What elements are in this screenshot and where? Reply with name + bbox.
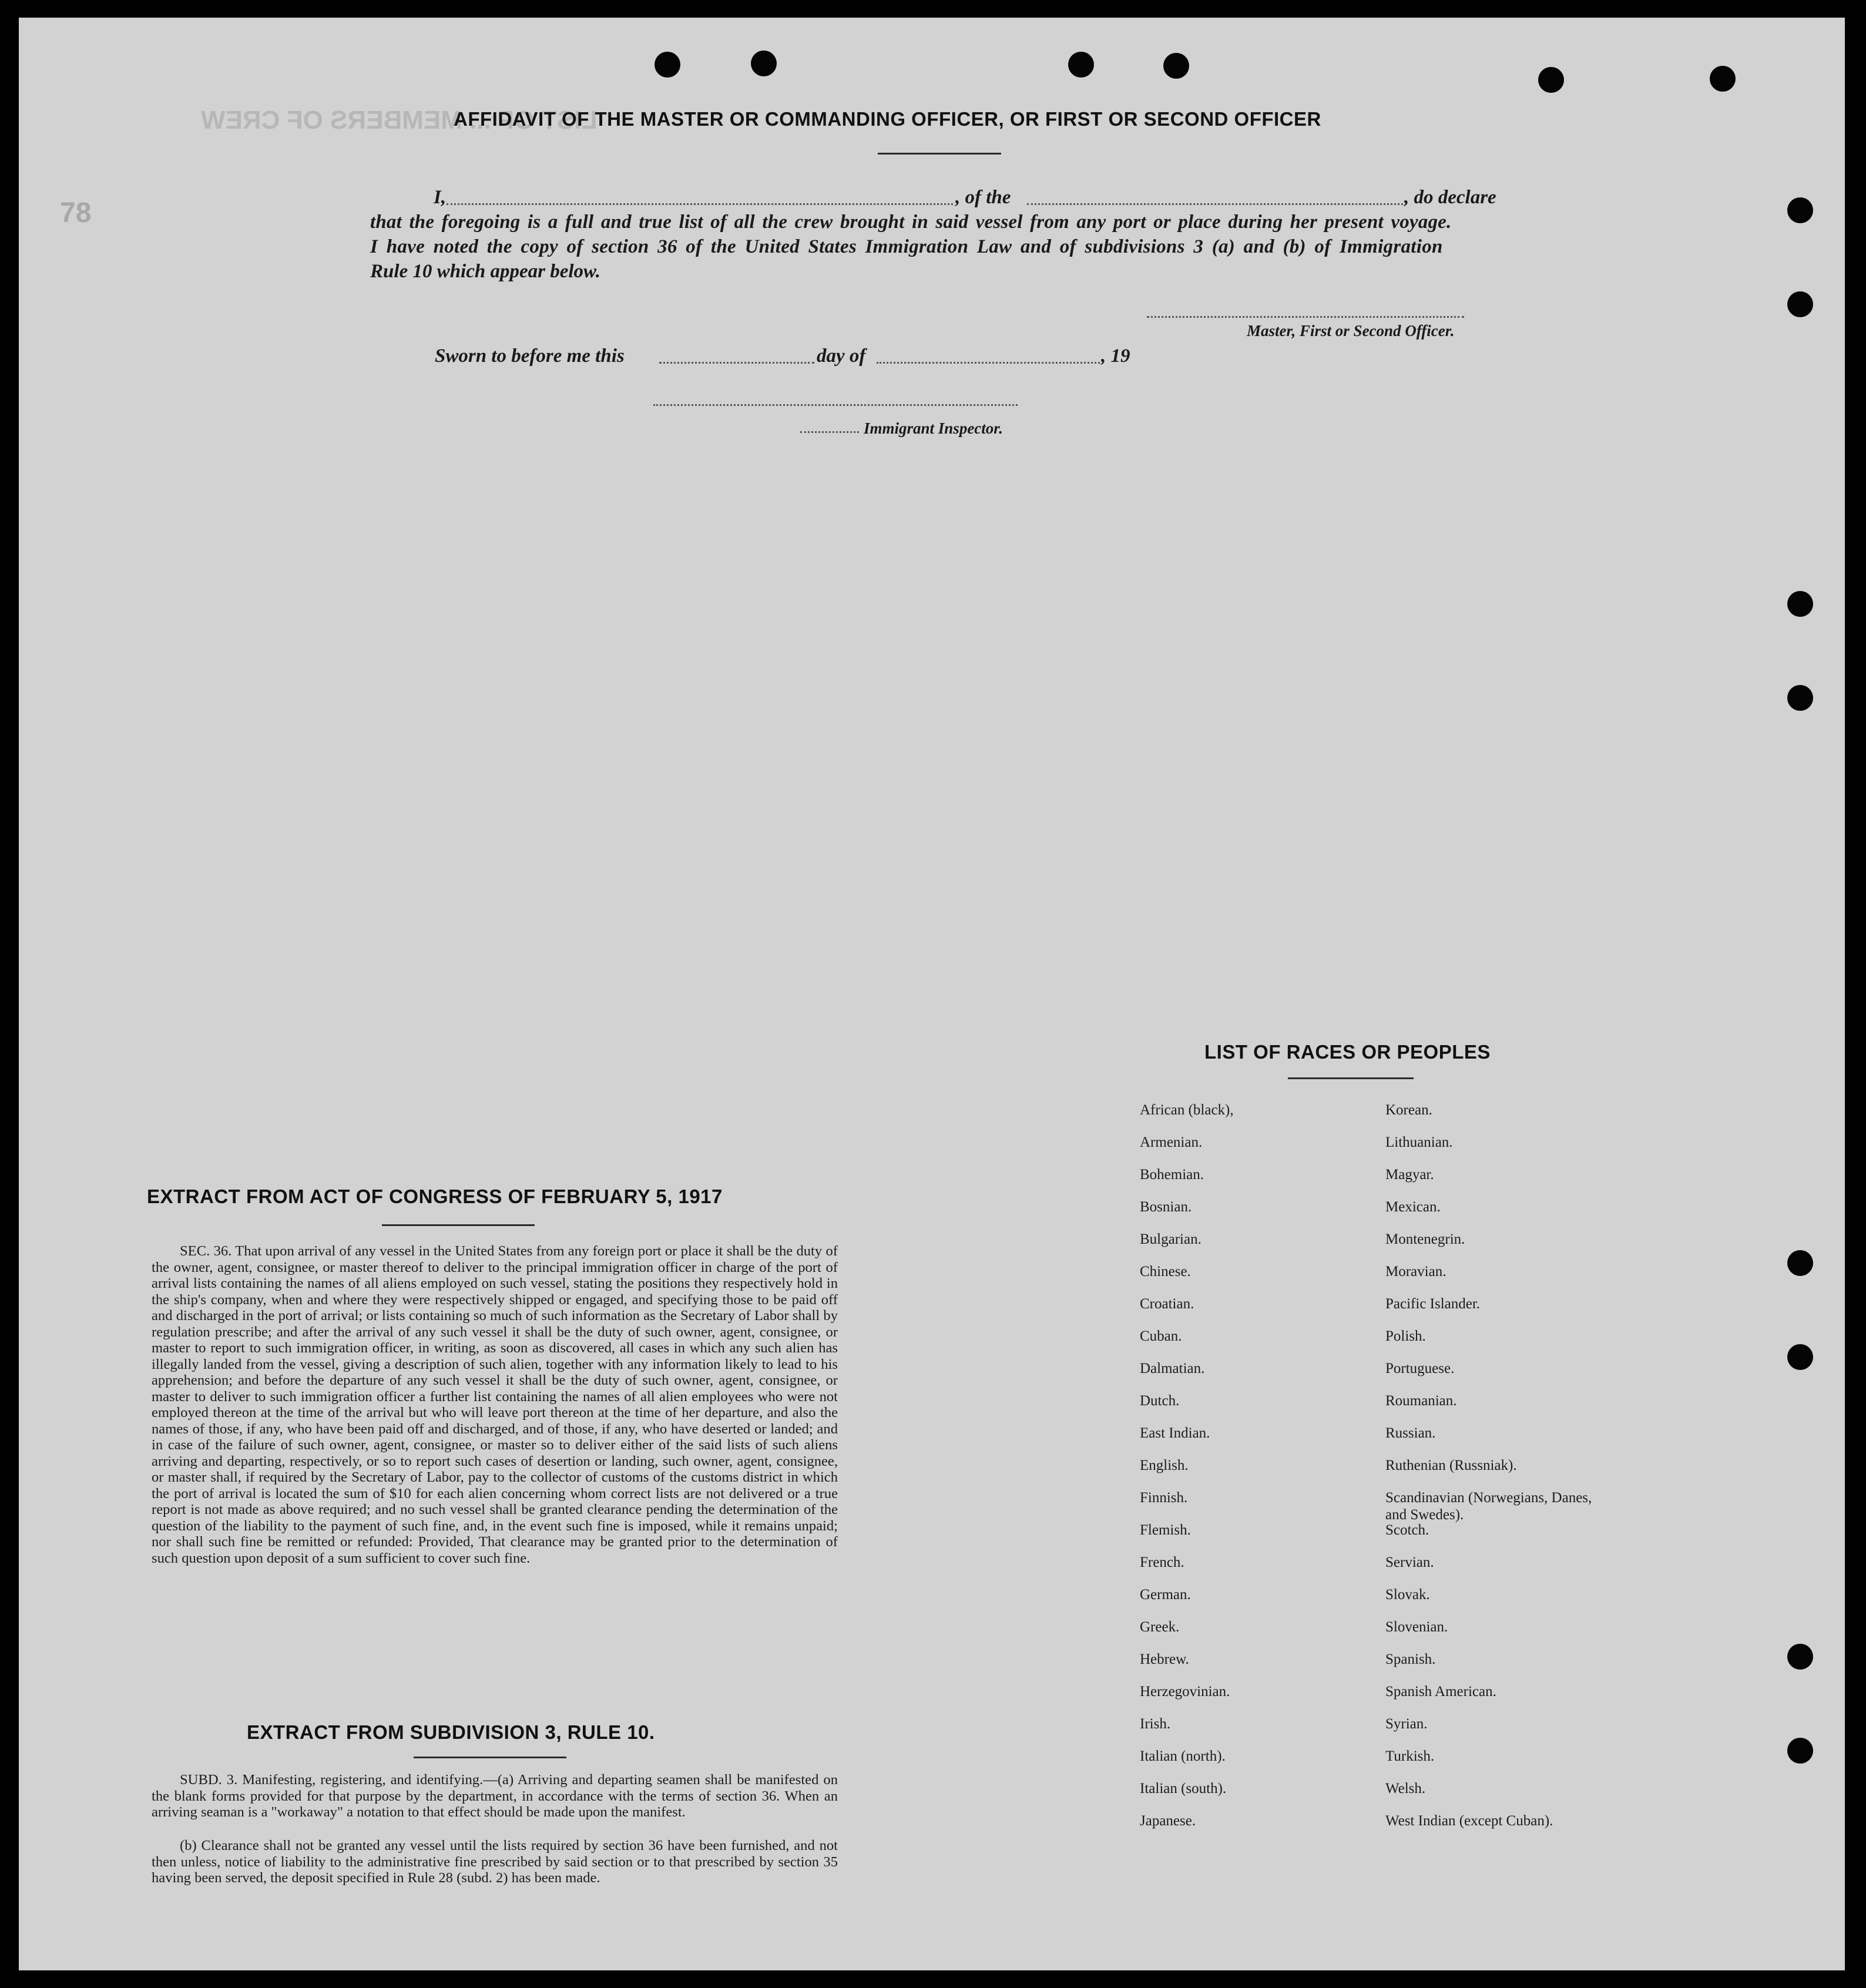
binder-hole	[1787, 1738, 1813, 1764]
binder-hole	[1787, 291, 1813, 317]
sworn-year: , 19	[1101, 345, 1130, 367]
list-item: German.	[1140, 1587, 1191, 1603]
list-item: Chinese.	[1140, 1264, 1191, 1280]
list-item: Spanish.	[1385, 1651, 1436, 1667]
binder-hole	[1710, 66, 1736, 92]
subdivision-3b-text: (b) Clearance shall not be granted any vessel until the lists required by section 36 have been furnished, and not then unless, notice of liability to the administrative fine prescribed by said section or to that prescribed by section 35 having been served, the deposit specified in Rule 28 (subd. 2) has been made.	[152, 1838, 838, 1886]
binder-hole	[1787, 197, 1813, 223]
list-item: Pacific Islander.	[1385, 1296, 1481, 1312]
list-item: Welsh.	[1385, 1781, 1426, 1796]
section-36-text: SEC. 36. That upon arrival of any vessel in the United States from any foreign port or place it shall be the duty of the owner, agent, consignee, or master thereof to deliver to the principal immigration officer in charge of the port of arrival lists containing the names of all aliens employed on such vessel, stating the positions they respectively hold in the ship's company, when and where they were respectively shipped or engaged, and specifying those to be paid off and discharged in the port of arrival; or lists containing so much of such information as the Secretary of Labor shall by regulation prescribe; and after the arrival of any such vessel it shall be the duty of such owner, agent, consignee, or master to report to such immigration officer, in writing, as soon as discovered, all cases in which any such alien has illegally landed from the vessel, giving a description of such alien, together with any information likely to lead to his apprehension; and before the departure of any such vessel it shall be the duty of such owner, agent, consignee, or master to deliver to such immigration officer a further list containing the names of all alien employees who were not employed thereon at the time of the arrival but who will leave port thereon at the time of her departure, and also the names of those, if any, who have been paid off and discharged, and of those, if any, who have deserted or landed; and in case of the failure of such owner, agent, consignee, or master so to deliver either of the said lists of such aliens arriving and departing, respectively, or so to report such cases of desertion or landing, such owner, agent, consignee, or master shall, if required by the Secretary of Labor, pay to the collector of customs of the customs district in which the port of arrival is located the sum of $10 for each alien concerning whom correct lists are not delivered or a true report is not made as above required; and no such vessel shall be granted clearance pending the determination of the question of the liability to the payment of such fine, and, in the event such fine is imposed, while it remains unpaid; nor shall such fine be remitted or refunded: Provided, That clearance may be granted prior to the determination of such question upon deposit of a sum sufficient to cover such fine.	[152, 1243, 838, 1566]
binder-hole	[1787, 1344, 1813, 1370]
sworn-prefix: Sworn to before me this	[435, 345, 625, 367]
races-column-2	[1385, 1094, 1620, 1837]
list-item: Turkish.	[1385, 1748, 1435, 1764]
races-title: LIST OF RACES OR PEOPLES	[1204, 1041, 1491, 1063]
affidavit-line-4: Rule 10 which appear below.	[370, 261, 601, 282]
list-item: Bohemian.	[1140, 1167, 1204, 1183]
affidavit-line-2: that the foregoing is a full and true list of all the crew brought in said vessel from any port or place during her present voyage.	[370, 211, 1452, 233]
list-item: Syrian.	[1385, 1716, 1428, 1732]
list-item: Italian (north).	[1140, 1748, 1226, 1764]
page-number-mark: 78	[60, 197, 92, 229]
affidavit-title: AFFIDAVIT OF THE MASTER OR COMMANDING OFFICER, OR FIRST OR SECOND OFFICER	[454, 108, 1321, 130]
list-item: English.	[1140, 1458, 1189, 1473]
list-item: French.	[1140, 1554, 1184, 1570]
list-item: Dutch.	[1140, 1393, 1180, 1409]
list-item: Hebrew.	[1140, 1651, 1189, 1667]
bleed-through-title: LIST OF ... MEMBERS OF CREW	[201, 106, 598, 135]
list-item: Slovak.	[1385, 1587, 1430, 1603]
list-item: Finnish.	[1140, 1490, 1188, 1506]
affidavit-declare: , do declare	[1404, 187, 1496, 208]
list-item: Italian (south).	[1140, 1781, 1227, 1796]
list-item: Japanese.	[1140, 1813, 1196, 1829]
document-page	[19, 18, 1845, 1970]
inspector-signature-line[interactable]	[653, 404, 1018, 406]
list-item: Russian.	[1385, 1425, 1436, 1441]
affidavit-line-3: I have noted the copy of section 36 of the United States Immigration Law and of subdivisions 3 (a) and (b) of Immigration	[370, 236, 1443, 257]
list-item: Flemish.	[1140, 1522, 1191, 1538]
master-signature-line[interactable]	[1147, 316, 1464, 318]
binder-hole	[1787, 1250, 1813, 1276]
list-item: Moravian.	[1385, 1264, 1447, 1280]
list-item: Cuban.	[1140, 1328, 1182, 1344]
list-item: Greek.	[1140, 1619, 1180, 1635]
list-item: Servian.	[1385, 1554, 1434, 1570]
list-item: Spanish American.	[1385, 1684, 1496, 1700]
act-extract-title: EXTRACT FROM ACT OF CONGRESS OF FEBRUARY 5, 1917	[147, 1186, 723, 1207]
list-item: Polish.	[1385, 1328, 1426, 1344]
list-item: Bulgarian.	[1140, 1231, 1202, 1247]
list-item: Scotch.	[1385, 1522, 1429, 1538]
binder-hole	[1163, 53, 1189, 79]
affidavit-i: I,	[434, 187, 447, 208]
list-item: Portuguese.	[1385, 1361, 1455, 1376]
list-item: Slovenian.	[1385, 1619, 1448, 1635]
list-item: Roumanian.	[1385, 1393, 1457, 1409]
sworn-month-blank[interactable]	[877, 362, 1100, 364]
races-column-1	[1140, 1094, 1363, 1837]
list-item: Ruthenian (Russniak).	[1385, 1458, 1517, 1473]
list-item: Korean.	[1385, 1102, 1432, 1118]
title-rule	[878, 153, 1001, 155]
list-item: East Indian.	[1140, 1425, 1210, 1441]
list-item: Montenegrin.	[1385, 1231, 1465, 1247]
master-signature-label: Master, First or Second Officer.	[1247, 322, 1455, 340]
list-item: Herzegovinian.	[1140, 1684, 1230, 1700]
vessel-blank[interactable]	[1027, 203, 1403, 205]
list-item: Mexican.	[1385, 1199, 1441, 1215]
list-item: African (black),	[1140, 1102, 1234, 1118]
affidavit-of-the: , of the	[955, 187, 1011, 208]
list-item: Irish.	[1140, 1716, 1171, 1732]
binder-hole	[1787, 685, 1813, 711]
sworn-day-of: day of	[817, 345, 866, 367]
name-blank[interactable]	[447, 203, 953, 205]
act-title-rule	[382, 1224, 535, 1226]
list-item: West Indian (except Cuban).	[1385, 1813, 1553, 1829]
binder-hole	[655, 52, 680, 78]
races-title-rule	[1288, 1077, 1414, 1079]
binder-hole	[751, 51, 777, 76]
binder-hole	[1068, 52, 1094, 78]
list-item: Croatian.	[1140, 1296, 1194, 1312]
binder-hole	[1538, 67, 1564, 93]
sworn-day-blank[interactable]	[659, 362, 814, 364]
list-item: Magyar.	[1385, 1167, 1434, 1183]
list-item: Dalmatian.	[1140, 1361, 1205, 1376]
rule-title-rule	[414, 1757, 566, 1758]
list-item: Bosnian.	[1140, 1199, 1192, 1215]
list-item: Armenian.	[1140, 1134, 1203, 1150]
rule-extract-title: EXTRACT FROM SUBDIVISION 3, RULE 10.	[247, 1721, 655, 1743]
list-item: Lithuanian.	[1385, 1134, 1453, 1150]
binder-hole	[1787, 1644, 1813, 1670]
list-item: Scandinavian (Norwegians, Danes, and Swedes).	[1385, 1490, 1592, 1523]
binder-hole	[1787, 591, 1813, 617]
inspector-label: Immigrant Inspector.	[864, 419, 1004, 437]
inspector-short-line[interactable]	[800, 431, 859, 433]
subdivision-3a-text: SUBD. 3. Manifesting, registering, and identifying.—(a) Arriving and departing seamen shall be manifested on the blank forms provided for that purpose by the department, in accordance with the terms of section 36. When an arriving seaman is a "workaway" a notation to that effect should be made upon the manifest.	[152, 1772, 838, 1820]
